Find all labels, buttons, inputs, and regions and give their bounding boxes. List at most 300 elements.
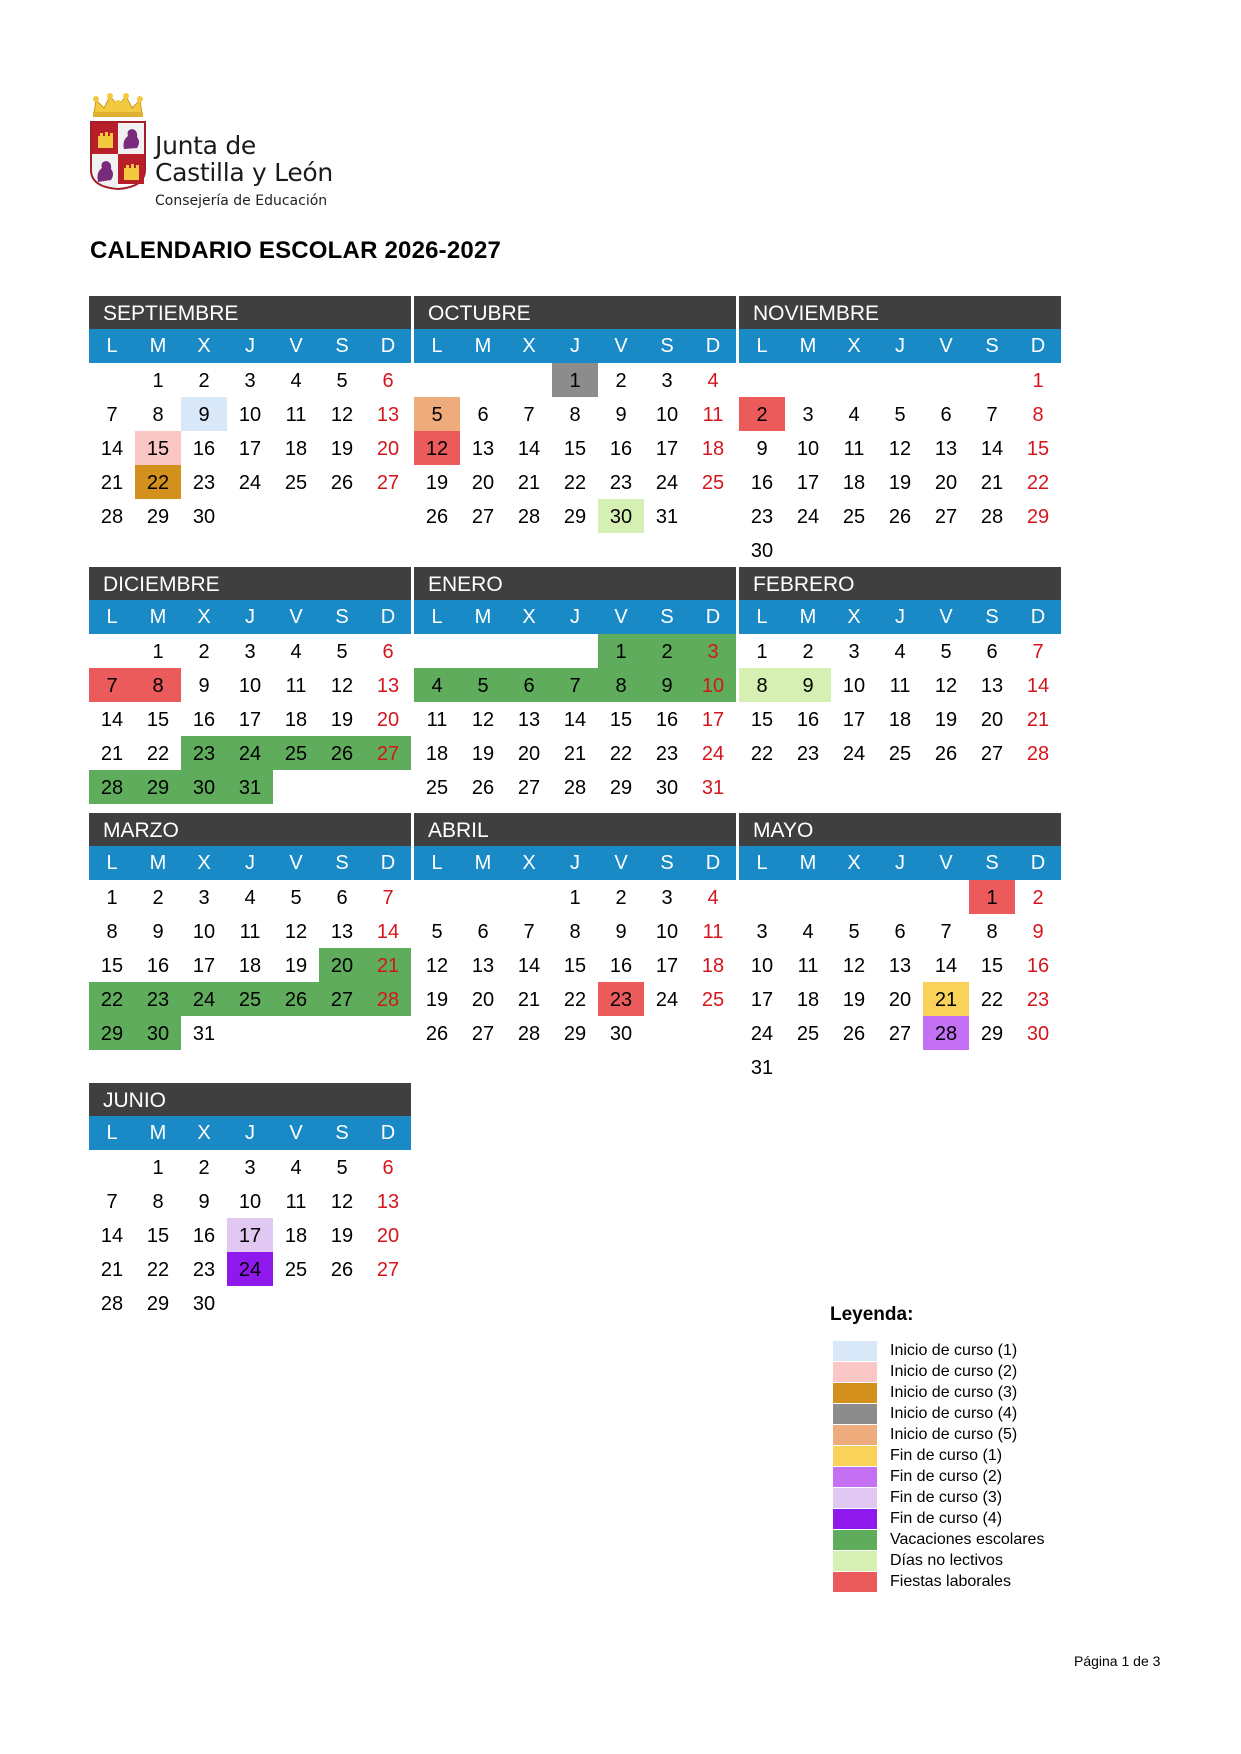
empty-cell	[739, 880, 785, 914]
day-cell: 25	[842, 506, 866, 528]
page-number: Página 1 de 3	[1074, 1653, 1161, 1669]
weekday-label: M	[474, 852, 492, 874]
day-cell: 18	[701, 438, 725, 460]
day-cell: 2	[198, 641, 210, 663]
day-cell: 27	[888, 1023, 912, 1045]
month-febrero	[739, 567, 1061, 770]
day-cell: 27	[471, 1023, 495, 1045]
weekday-label: X	[847, 852, 861, 874]
empty-cell	[923, 363, 969, 397]
day-cell: 23	[1026, 989, 1050, 1011]
day-cell: 25	[701, 472, 725, 494]
legend-label: Fin de curso (2)	[890, 1467, 1003, 1485]
month-name: DICIEMBRE	[89, 567, 411, 600]
day-cell: 7	[940, 921, 952, 943]
day-cell: 21	[563, 743, 587, 765]
days-grid	[739, 634, 1061, 770]
day-cell: 7	[106, 404, 118, 426]
day-cell: 15	[135, 431, 181, 465]
empty-cell	[506, 880, 552, 914]
day-cell: 3	[848, 641, 860, 663]
legend-swatch	[833, 1404, 877, 1424]
days-grid	[739, 363, 1061, 567]
month-octubre	[414, 296, 736, 533]
empty-cell	[460, 363, 506, 397]
day-cell: 9	[644, 668, 690, 702]
day-cell: 16	[750, 472, 774, 494]
day-cell: 28	[517, 506, 541, 528]
day-cell: 26	[425, 1023, 449, 1045]
weekday-label: J	[570, 335, 580, 357]
weekday-label: S	[335, 852, 349, 874]
day-cell: 22	[89, 982, 135, 1016]
day-cell: 9	[785, 668, 831, 702]
days-grid	[414, 363, 736, 533]
legend-item	[833, 1550, 1044, 1571]
weekday-label: D	[380, 1122, 396, 1144]
day-cell: 30	[609, 1023, 633, 1045]
day-cell: 3	[802, 404, 814, 426]
day-cell: 7	[1032, 641, 1044, 663]
weekday-header	[739, 600, 1061, 634]
weekday-label: X	[522, 335, 536, 357]
day-cell: 10	[796, 438, 820, 460]
weekday-label: V	[289, 606, 303, 628]
day-cell: 17	[796, 472, 820, 494]
day-cell: 10	[192, 921, 216, 943]
day-cell: 3	[244, 1157, 256, 1179]
empty-cell	[460, 880, 506, 914]
day-cell: 7	[552, 668, 598, 702]
day-cell: 12	[425, 955, 449, 977]
day-cell: 1	[598, 634, 644, 668]
day-cell: 8	[739, 668, 785, 702]
day-cell: 12	[888, 438, 912, 460]
day-cell: 29	[89, 1016, 135, 1050]
day-cell: 2	[152, 887, 164, 909]
day-cell: 14	[100, 438, 124, 460]
day-cell: 22	[609, 743, 633, 765]
month-name: MAYO	[739, 813, 1061, 846]
day-cell: 27	[471, 506, 495, 528]
legend-swatch	[833, 1572, 877, 1592]
month-junio	[89, 1083, 411, 1320]
day-cell: 11	[285, 675, 307, 697]
day-cell: 15	[563, 438, 587, 460]
day-cell: 28	[980, 506, 1004, 528]
day-cell: 6	[382, 641, 394, 663]
legend-item	[833, 1424, 1044, 1445]
weekday-label: D	[380, 606, 396, 628]
weekday-label: J	[895, 335, 905, 357]
day-cell: 1	[552, 363, 598, 397]
empty-cell	[785, 363, 831, 397]
weekday-label: S	[985, 852, 999, 874]
day-cell: 28	[563, 777, 587, 799]
weekday-label: X	[197, 335, 211, 357]
legend-item	[833, 1403, 1044, 1424]
day-cell: 19	[330, 1225, 354, 1247]
day-cell: 6	[477, 404, 489, 426]
day-cell: 14	[517, 438, 541, 460]
legend-label: Días no lectivos	[890, 1551, 1003, 1569]
day-cell: 21	[365, 948, 411, 982]
day-cell: 17	[701, 709, 725, 731]
day-cell: 28	[365, 982, 411, 1016]
month-enero	[414, 567, 736, 804]
legend-title: Leyenda:	[830, 1304, 914, 1325]
month-name: MARZO	[89, 813, 411, 846]
day-cell: 16	[655, 709, 679, 731]
day-cell: 13	[330, 921, 354, 943]
day-cell: 22	[980, 989, 1004, 1011]
weekday-label: L	[431, 606, 443, 628]
day-cell: 13	[471, 438, 495, 460]
day-cell: 5	[336, 370, 348, 392]
legend-label: Vacaciones escolares	[890, 1530, 1045, 1548]
weekday-header	[739, 329, 1061, 363]
day-cell: 5	[431, 921, 443, 943]
weekday-label: V	[939, 606, 953, 628]
day-cell: 21	[100, 472, 124, 494]
day-cell: 1	[152, 1157, 164, 1179]
day-cell: 17	[655, 438, 679, 460]
weekday-header	[89, 1116, 411, 1150]
day-cell: 16	[192, 1225, 216, 1247]
day-cell: 3	[244, 641, 256, 663]
day-cell: 28	[923, 1016, 969, 1050]
day-cell: 25	[425, 777, 449, 799]
day-cell: 4	[802, 921, 814, 943]
weekday-header	[89, 600, 411, 634]
empty-cell	[923, 880, 969, 914]
empty-cell	[414, 363, 460, 397]
days-grid	[414, 880, 736, 1050]
day-cell: 11	[702, 404, 724, 426]
day-cell: 24	[701, 743, 725, 765]
legend-swatch	[833, 1551, 877, 1571]
day-cell: 28	[100, 506, 124, 528]
weekday-label: D	[380, 852, 396, 874]
day-cell: 22	[146, 1259, 170, 1281]
weekday-label: D	[705, 335, 721, 357]
day-cell: 8	[569, 921, 581, 943]
empty-cell	[506, 363, 552, 397]
weekday-label: L	[106, 335, 118, 357]
day-cell: 11	[843, 438, 865, 460]
month-name: ABRIL	[414, 813, 736, 846]
day-cell: 20	[980, 709, 1004, 731]
legend-swatch	[833, 1425, 877, 1445]
day-cell: 4	[894, 641, 906, 663]
coat-of-arms-icon	[88, 92, 148, 190]
day-cell: 29	[146, 1293, 170, 1315]
day-cell: 19	[330, 438, 354, 460]
weekday-header	[89, 846, 411, 880]
day-cell: 29	[135, 770, 181, 804]
day-cell: 10	[655, 404, 679, 426]
day-cell: 2	[644, 634, 690, 668]
weekday-label: V	[289, 1122, 303, 1144]
weekday-label: J	[895, 606, 905, 628]
weekday-label: D	[380, 335, 396, 357]
month-mayo	[739, 813, 1061, 1084]
day-cell: 15	[100, 955, 124, 977]
day-cell: 10	[238, 404, 262, 426]
empty-cell	[739, 363, 785, 397]
day-cell: 5	[940, 641, 952, 663]
weekday-label: L	[431, 335, 443, 357]
day-cell: 18	[238, 955, 262, 977]
day-cell: 4	[414, 668, 460, 702]
day-cell: 13	[376, 404, 400, 426]
day-cell: 24	[238, 472, 262, 494]
legend-swatch	[833, 1341, 877, 1361]
day-cell: 30	[181, 770, 227, 804]
weekday-label: S	[335, 1122, 349, 1144]
day-cell: 2	[198, 370, 210, 392]
day-cell: 19	[425, 989, 449, 1011]
weekday-label: M	[149, 606, 167, 628]
day-cell: 7	[986, 404, 998, 426]
day-cell: 26	[888, 506, 912, 528]
day-cell: 22	[750, 743, 774, 765]
day-cell: 22	[1026, 472, 1050, 494]
day-cell: 9	[756, 438, 768, 460]
logo-line-1: Junta de	[155, 131, 256, 160]
day-cell: 8	[152, 404, 164, 426]
legend-item	[833, 1487, 1044, 1508]
weekday-label: S	[660, 335, 674, 357]
day-cell: 17	[192, 955, 216, 977]
day-cell: 24	[227, 1252, 273, 1286]
day-cell: 6	[986, 641, 998, 663]
legend-swatch	[833, 1509, 877, 1529]
day-cell: 23	[181, 736, 227, 770]
day-cell: 17	[655, 955, 679, 977]
weekday-label: L	[106, 852, 118, 874]
day-cell: 24	[796, 506, 820, 528]
day-cell: 22	[146, 743, 170, 765]
day-cell: 14	[934, 955, 958, 977]
day-cell: 24	[750, 1023, 774, 1045]
weekday-label: J	[245, 606, 255, 628]
day-cell: 12	[471, 709, 495, 731]
day-cell: 27	[376, 472, 400, 494]
day-cell: 23	[192, 472, 216, 494]
day-cell: 30	[135, 1016, 181, 1050]
day-cell: 24	[227, 736, 273, 770]
day-cell: 29	[563, 1023, 587, 1045]
day-cell: 31	[227, 770, 273, 804]
weekday-label: M	[474, 606, 492, 628]
day-cell: 5	[336, 641, 348, 663]
empty-cell	[831, 880, 877, 914]
day-cell: 18	[284, 1225, 308, 1247]
weekday-label: L	[106, 1122, 118, 1144]
day-cell: 4	[290, 1157, 302, 1179]
day-cell: 13	[376, 675, 400, 697]
day-cell: 19	[888, 472, 912, 494]
day-cell: 28	[100, 1293, 124, 1315]
day-cell: 25	[273, 736, 319, 770]
day-cell: 26	[330, 472, 354, 494]
day-cell: 2	[615, 370, 627, 392]
day-cell: 25	[227, 982, 273, 1016]
day-cell: 22	[135, 465, 181, 499]
weekday-label: L	[106, 606, 118, 628]
month-name: ENERO	[414, 567, 736, 600]
day-cell: 10	[238, 675, 262, 697]
day-cell: 7	[523, 404, 535, 426]
day-cell: 6	[382, 370, 394, 392]
legend-swatch	[833, 1530, 877, 1550]
day-cell: 14	[563, 709, 587, 731]
legend-item	[833, 1382, 1044, 1403]
day-cell: 23	[750, 506, 774, 528]
weekday-label: D	[705, 606, 721, 628]
day-cell: 26	[471, 777, 495, 799]
day-cell: 11	[797, 955, 819, 977]
day-cell: 31	[192, 1023, 216, 1045]
weekday-label: J	[245, 852, 255, 874]
day-cell: 12	[330, 675, 354, 697]
day-cell: 30	[1026, 1023, 1050, 1045]
day-cell: 17	[227, 1218, 273, 1252]
day-cell: 2	[802, 641, 814, 663]
weekday-label: M	[474, 335, 492, 357]
weekday-label: X	[197, 852, 211, 874]
day-cell: 27	[319, 982, 365, 1016]
day-cell: 26	[273, 982, 319, 1016]
day-cell: 28	[517, 1023, 541, 1045]
day-cell: 5	[894, 404, 906, 426]
day-cell: 15	[146, 1225, 170, 1247]
day-cell: 20	[376, 438, 400, 460]
day-cell: 1	[756, 641, 768, 663]
days-grid	[739, 880, 1061, 1084]
day-cell: 26	[425, 506, 449, 528]
weekday-label: X	[847, 606, 861, 628]
day-cell: 25	[701, 989, 725, 1011]
day-cell: 26	[330, 1259, 354, 1281]
empty-cell	[831, 363, 877, 397]
legend-label: Inicio de curso (3)	[890, 1383, 1018, 1401]
day-cell: 10	[750, 955, 774, 977]
day-cell: 19	[471, 743, 495, 765]
day-cell: 4	[290, 641, 302, 663]
day-cell: 29	[146, 506, 170, 528]
day-cell: 23	[655, 743, 679, 765]
day-cell: 24	[181, 982, 227, 1016]
day-cell: 26	[934, 743, 958, 765]
day-cell: 5	[414, 397, 460, 431]
day-cell: 4	[848, 404, 860, 426]
day-cell: 20	[471, 472, 495, 494]
day-cell: 21	[980, 472, 1004, 494]
day-cell: 13	[980, 675, 1004, 697]
day-cell: 14	[517, 955, 541, 977]
day-cell: 10	[655, 921, 679, 943]
legend-label: Inicio de curso (5)	[890, 1425, 1018, 1443]
month-name: SEPTIEMBRE	[89, 296, 411, 329]
legend-item	[833, 1571, 1044, 1592]
day-cell: 30	[655, 777, 679, 799]
legend-swatch	[833, 1362, 877, 1382]
day-cell: 13	[888, 955, 912, 977]
day-cell: 15	[1026, 438, 1050, 460]
day-cell: 25	[284, 1259, 308, 1281]
day-cell: 28	[1026, 743, 1050, 765]
empty-cell	[89, 363, 135, 397]
day-cell: 12	[330, 404, 354, 426]
day-cell: 22	[563, 472, 587, 494]
day-cell: 1	[152, 370, 164, 392]
day-cell: 16	[796, 709, 820, 731]
day-cell: 14	[376, 921, 400, 943]
day-cell: 8	[569, 404, 581, 426]
day-cell: 21	[517, 472, 541, 494]
day-cell: 11	[239, 921, 261, 943]
day-cell: 6	[506, 668, 552, 702]
day-cell: 5	[336, 1157, 348, 1179]
day-cell: 20	[319, 948, 365, 982]
day-cell: 20	[376, 709, 400, 731]
day-cell: 21	[100, 1259, 124, 1281]
day-cell: 16	[146, 955, 170, 977]
weekday-label: X	[197, 1122, 211, 1144]
day-cell: 23	[609, 472, 633, 494]
weekday-label: V	[289, 335, 303, 357]
day-cell: 30	[192, 506, 216, 528]
days-grid	[89, 634, 411, 804]
day-cell: 20	[471, 989, 495, 1011]
empty-cell	[552, 634, 598, 668]
day-cell: 21	[517, 989, 541, 1011]
day-cell: 13	[376, 1191, 400, 1213]
day-cell: 2	[739, 397, 785, 431]
weekday-label: L	[756, 606, 768, 628]
weekday-label: S	[335, 606, 349, 628]
weekday-label: V	[939, 852, 953, 874]
legend-item	[833, 1361, 1044, 1382]
day-cell: 3	[198, 887, 210, 909]
day-cell: 11	[702, 921, 724, 943]
day-cell: 7	[106, 1191, 118, 1213]
day-cell: 7	[89, 668, 135, 702]
day-cell: 15	[750, 709, 774, 731]
day-cell: 6	[382, 1157, 394, 1179]
empty-cell	[89, 634, 135, 668]
day-cell: 22	[563, 989, 587, 1011]
day-cell: 29	[563, 506, 587, 528]
weekday-header	[89, 329, 411, 363]
weekday-label: D	[1030, 606, 1046, 628]
days-grid	[89, 363, 411, 533]
day-cell: 11	[426, 709, 448, 731]
day-cell: 29	[980, 1023, 1004, 1045]
day-cell: 2	[198, 1157, 210, 1179]
day-cell: 12	[934, 675, 958, 697]
weekday-label: V	[289, 852, 303, 874]
day-cell: 9	[615, 404, 627, 426]
month-name: JUNIO	[89, 1083, 411, 1116]
day-cell: 9	[152, 921, 164, 943]
day-cell: 20	[888, 989, 912, 1011]
day-cell: 25	[888, 743, 912, 765]
weekday-header	[414, 846, 736, 880]
day-cell: 17	[238, 438, 262, 460]
